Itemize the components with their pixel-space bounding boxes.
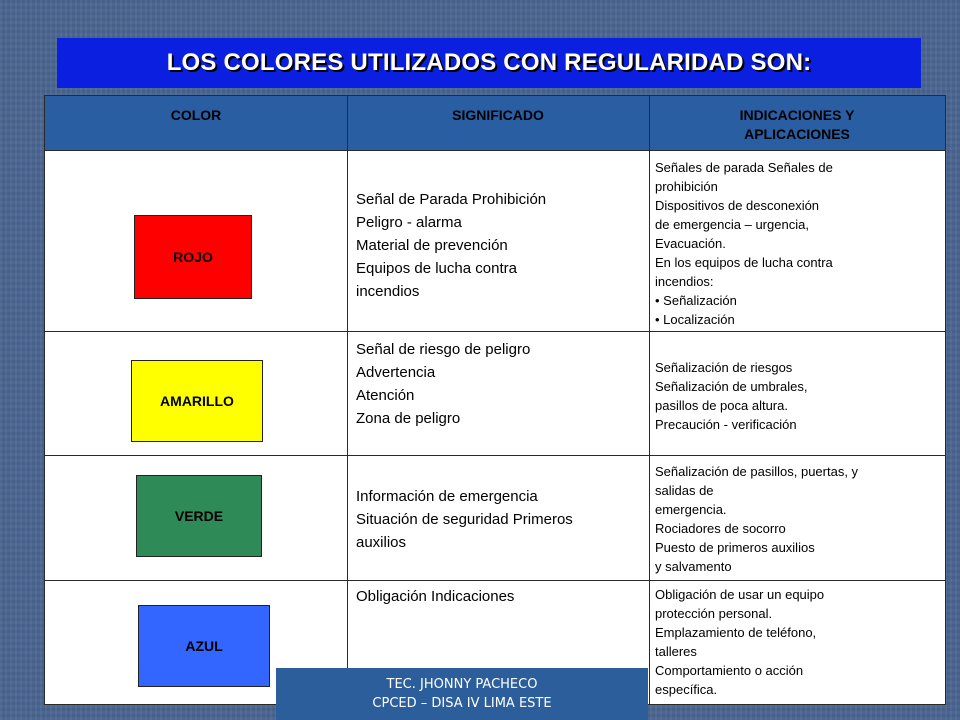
slide-title-bar (57, 38, 921, 88)
header-indicaciones: INDICACIONES Y APLICACIONES (739, 107, 855, 142)
row-divider (45, 331, 945, 332)
column-divider (347, 96, 348, 704)
indicaciones-cell: Señales de parada Señales de prohibición Dispositivos de desconexión de emergencia – urgencia, Evacuación. En los equipos de lucha contra incendios: • Señalización • Localización (655, 160, 833, 327)
slide-title: LOS COLORES UTILIZADOS CON REGULARIDAD SON: (166, 49, 812, 76)
table-header-row (45, 96, 945, 150)
row-divider (45, 150, 945, 151)
significado-cell: Señal de Parada Prohibición Peligro - alarma Material de prevención Equipos de lucha contra incendios (356, 191, 547, 300)
colors-table (44, 95, 946, 705)
header-significado: SIGNIFICADO (452, 107, 544, 123)
significado-cell: Información de emergencia Situación de seguridad Primeros auxilios (356, 488, 573, 551)
indicaciones-cell: Señalización de pasillos, puertas, y salidas de emergencia. Rociadores de socorro Puesto de primeros auxilios y salvamento (655, 464, 859, 574)
color-swatch-amarillo: AMARILLO (131, 360, 263, 442)
color-swatch-azul: AZUL (138, 605, 270, 687)
indicaciones-cell: Obligación de usar un equipo protección personal. Emplazamiento de teléfono, talleres Comportamiento o acción específica. (655, 587, 825, 697)
column-divider (649, 96, 650, 704)
row-divider (45, 580, 945, 581)
indicaciones-cell: Señalización de riesgos Señalización de umbrales, pasillos de poca altura. Precaución - verificación (655, 360, 808, 432)
header-color: COLOR (170, 107, 222, 123)
color-swatch-verde: VERDE (136, 475, 262, 557)
row-divider (45, 455, 945, 456)
significado-cell: Señal de riesgo de peligro Advertencia Atención Zona de peligro (356, 341, 531, 427)
footer-credit: TEC. JHONNY PACHECO CPCED – DISA IV LIMA ESTE (276, 668, 648, 720)
significado-cell: Obligación Indicaciones (356, 588, 515, 605)
color-swatch-rojo: ROJO (134, 215, 252, 299)
